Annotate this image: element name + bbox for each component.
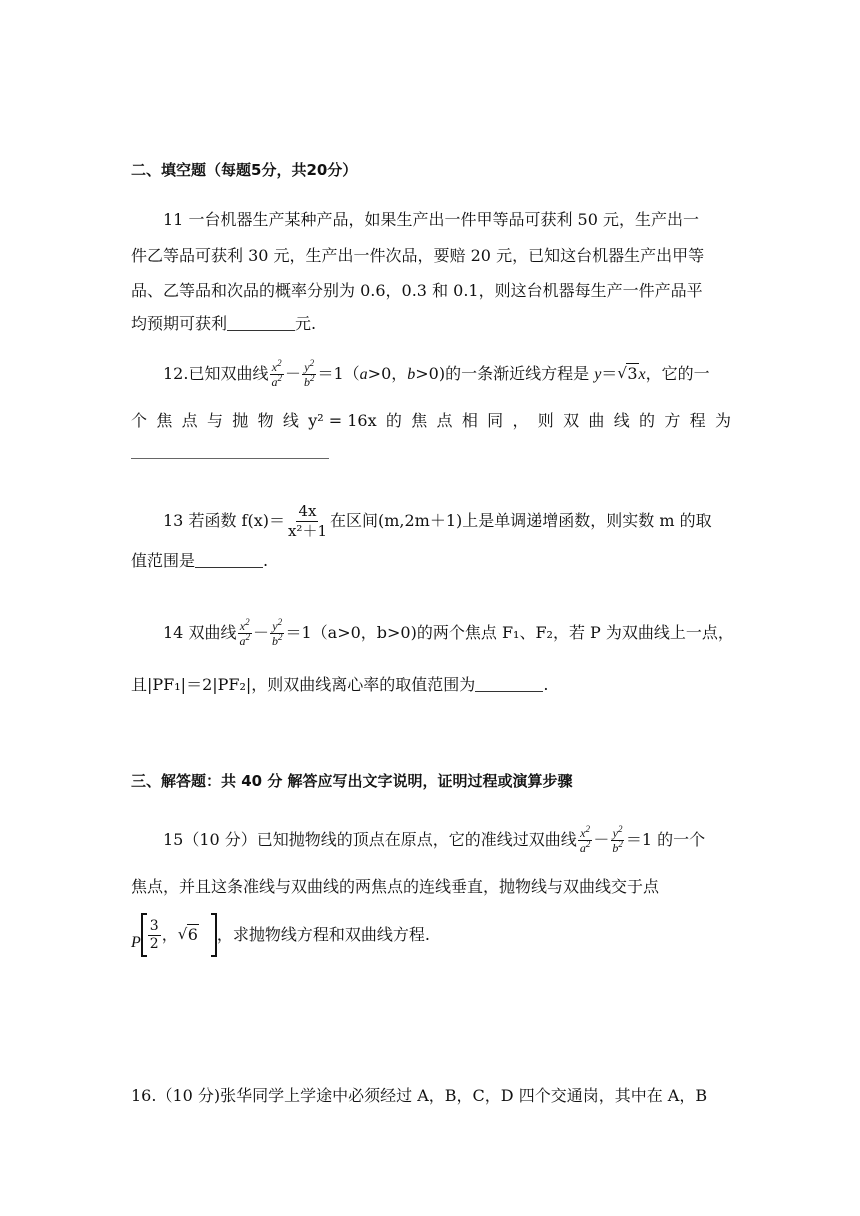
q12-line-2-token: 点 (436, 411, 453, 430)
q11-line-1: 11 一台机器生产某种产品，如果生产出一件甲等品可获利 50 元，生产出一 (163, 210, 699, 229)
q14-line-1: 14 双曲线 $\frac{x^2}{a^2}$ － $\frac{y^2}{b^2}$ ＝1（a>0，b>0)的两个焦点 F₁、F₂，若 P 为双曲线上一点， (163, 617, 734, 648)
q13-prefix: 13 若函数 f(x)＝ (163, 511, 285, 530)
q13-text: 在区间(m,2m＋1)上是单调递增函数，则实数 m 的取 (330, 511, 712, 530)
q12-line-2-token: 抛 (232, 411, 249, 430)
q12-line-2-token: 点 (181, 411, 198, 430)
q12-line-2 (131, 410, 731, 432)
q15-line-2: 焦点，并且这条准线与双曲线的两焦点的连线垂直，抛物线与双曲线交于点 (131, 877, 660, 896)
q13-line-1 (163, 502, 731, 541)
answer-blank-14[interactable] (475, 675, 543, 692)
q16-line-1: 16.（10 分)张华同学上学途中必须经过 A，B，C，D 四个交通岗，其中在 A，B (131, 1086, 708, 1105)
q11-unit: 元. (295, 314, 317, 333)
q12-line-2-token: 线 (282, 411, 299, 430)
q12-line-2-token: 方 (664, 411, 681, 430)
fraction-x2-a2: $\frac{x^2}{a^2}$ (579, 824, 591, 855)
section-2-heading: 二、填空题（每题5分，共20分） (131, 161, 358, 179)
fraction-4x-over-x2-plus-1: $\frac{4x}{\text{x²＋1}}$ (287, 502, 327, 540)
q12-line-2-token: 物 (257, 411, 274, 430)
q15-line-1: 15（10 分）已知抛物线的顶点在原点，它的准线过双曲线 $\frac{x^2}{a^2}$ － $\frac{y^2}{b^2}$ ＝1 的一个 (163, 824, 706, 855)
q12-line-2-token: 同 (487, 411, 504, 430)
q15-prefix: 15（10 分）已知抛物线的顶点在原点，它的准线过双曲线 (163, 830, 577, 849)
answer-blank-13[interactable] (195, 551, 263, 568)
q12-line-2-token: 双 (563, 411, 580, 430)
q11-text: 均预期可获利 (131, 314, 228, 333)
q14-line-2: 且|PF₁|＝2|PF₂|，则双曲线离心率的取值范围为 . (131, 675, 549, 694)
q14-text: a>0，b>0)的两个焦点 F₁、F₂，若 P 为双曲线上一点， (327, 623, 734, 642)
q11-line-3: 品、乙等品和次品的概率分别为 0.6，0.3 和 0.1，则这台机器每生产一件产品平 (131, 281, 703, 300)
section-3-heading: 三、解答题：共 40 分 解答应写出文字说明，证明过程或演算步骤 (131, 772, 573, 790)
point-coordinates: $\frac{3}{2}$ ， √ 6 (141, 913, 217, 957)
q12-line-2-token: ， (512, 411, 529, 430)
fraction-y2-b2: $\frac{y^2}{b^2}$ (303, 358, 315, 389)
sqrt-6: √ 6 (178, 924, 199, 946)
q15-tail: ，求抛物线方程和双曲线方程. (216, 925, 430, 944)
q15-line-3 (131, 913, 731, 957)
minus-sign: － (284, 364, 301, 383)
q12-line-2-token: 个 (131, 411, 148, 430)
q11-line-4 (131, 313, 731, 335)
q12-line-1: 12.已知双曲线 $\frac{x^2}{a^2}$ － $\frac{y^2}{b^2}$ ＝1（a>0，b>0)的一条渐近线方程是 y＝√ 3x，它的一 (163, 360, 731, 389)
q13-line-2: 值范围是 . (131, 551, 269, 570)
q12-line-2-token: 的 (385, 411, 402, 430)
q12-line-2-token: 相 (461, 411, 478, 430)
q12-line-2-token: 的 (639, 411, 656, 430)
q14-prefix: 14 双曲线 (163, 623, 237, 642)
answer-blank-11[interactable] (227, 314, 295, 331)
q12-line-2-token: 则 (537, 411, 554, 430)
q12-line-2-token: 与 (206, 411, 223, 430)
q12-line-2-token: 为 (714, 411, 731, 430)
q12-line-2-token: y² = 16x (308, 411, 377, 430)
q12-line-2-token: 线 (613, 411, 630, 430)
fraction-x2-a2: $\frac{x^2}{a^2}$ (239, 617, 250, 648)
q11-line-2: 件乙等品可获利 30 元，生产出一件次品，要赔 20 元，已知这台机器生产出甲等 (131, 246, 705, 265)
fraction-y2-b2: $\frac{y^2}{b^2}$ (612, 824, 623, 855)
q12-prefix: 12.已知双曲线 (163, 364, 269, 383)
q12-line-2-token: 程 (689, 411, 706, 430)
sqrt-3: √ 3 (617, 363, 638, 385)
q12-line-2-token: 曲 (588, 411, 605, 430)
answer-blank-12[interactable] (131, 442, 329, 459)
fraction-y2-b2: $\frac{y^2}{b^2}$ (271, 617, 283, 648)
point-p: P (131, 934, 141, 951)
q12-line-2-token: 焦 (156, 411, 173, 430)
q12-line-2-token: 焦 (411, 411, 428, 430)
fraction-x2-a2: $\frac{x^2}{a^2}$ (271, 358, 282, 389)
